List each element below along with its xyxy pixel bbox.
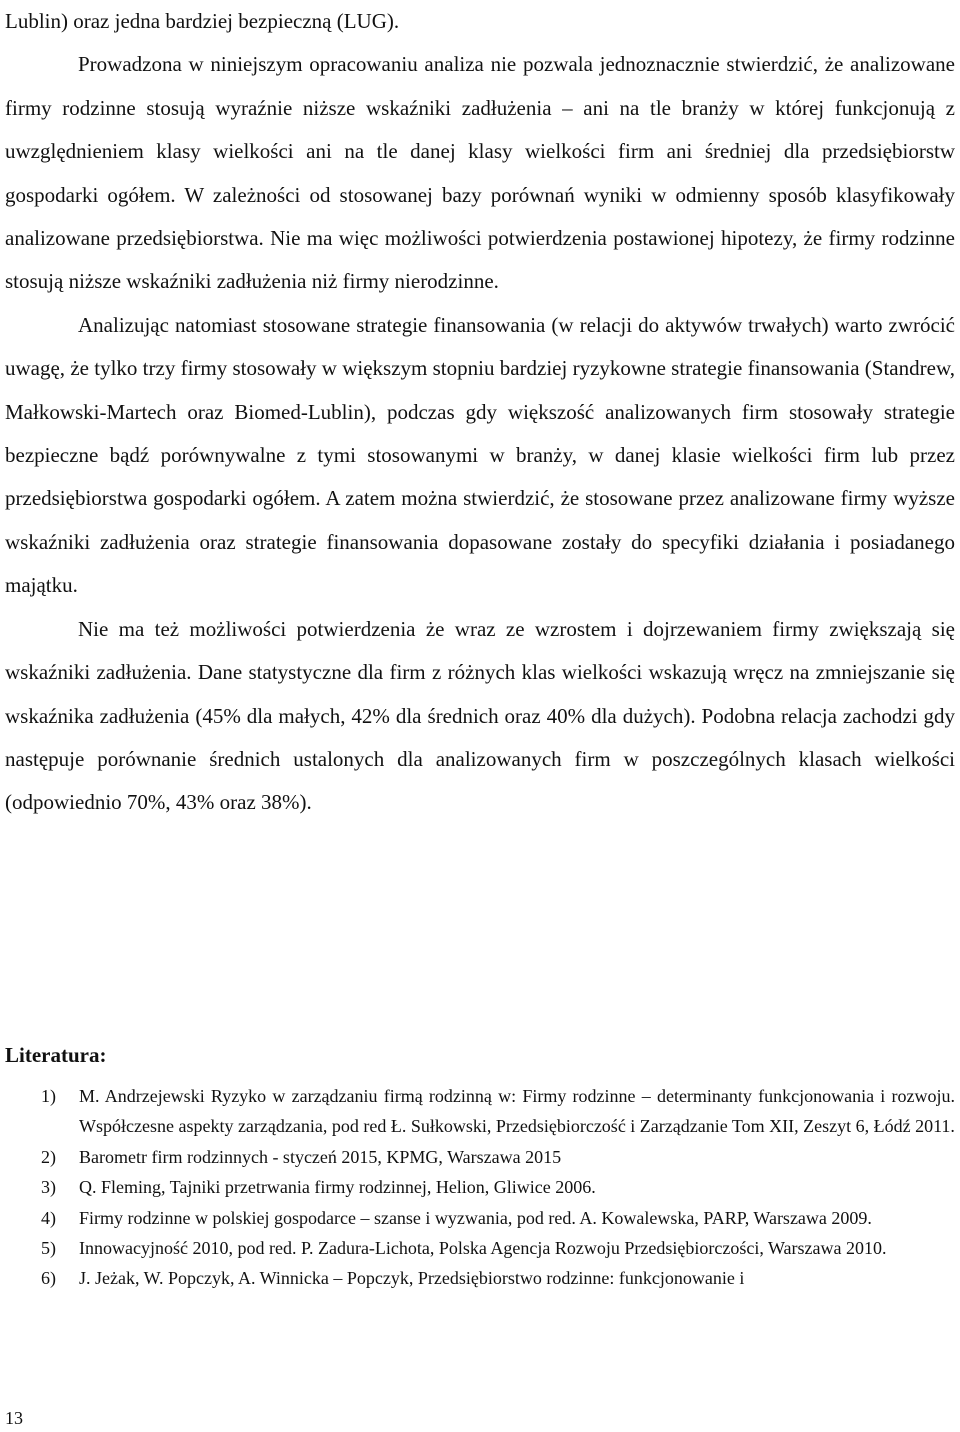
literature-item-number: 2): [41, 1146, 56, 1167]
literature-item: [5, 1233, 955, 1263]
page-number: 13: [5, 1408, 23, 1428]
literature-item-number: 1): [41, 1086, 56, 1106]
literature-item-number: 4): [41, 1207, 56, 1228]
literature-item-text: Barometr firm rodzinnych - styczeń 2015, KPMG, Warszawa 2015: [79, 1146, 562, 1167]
literature-item-text: Q. Fleming, Tajniki przetrwania firmy rodzinnej, Helion, Gliwice 2006.: [79, 1177, 596, 1198]
literature-item: [5, 1142, 955, 1172]
paragraph-debt-ratios: Nie ma też możliwości potwierdzenia że wraz ze wzrostem i dojrzewaniem firmy zwiększają się wskaźniki zadłużenia. Dane statystyczne dla firm z różnych klas wielkości wskazują wręcz na zmniejszanie się wskaźnika zadłużenia (45% dla małych, 42% dla średnich oraz 40% dla dużych). Podobna relacja zachodzi gdy następuje porównanie średnich ustalonych dla analizowanych firm w poszczególnych klasach wielkości (odpowiednio 70%, 43% oraz 38%).: [5, 616, 955, 815]
literature-list: [5, 1081, 955, 1294]
literature-item: [5, 1172, 955, 1202]
literature-heading: Literatura:: [5, 1043, 107, 1067]
literature-item-text: J. Jeżak, W. Popczyk, A. Winnicka – Popczyk, Przedsiębiorstwo rodzinne: funkcjonowanie i: [79, 1268, 745, 1289]
literature-item-text: Firmy rodzinne w polskiej gospodarce – szanse i wyzwania, pod red. A. Kowalewska, PARP, Warszawa 2009.: [79, 1207, 872, 1228]
literature-item: [5, 1263, 955, 1293]
literature-item: [5, 1081, 955, 1142]
paragraph-financing-strategies: Analizując natomiast stosowane strategie finansowania (w relacji do aktywów trwałych) warto zwrócić uwagę, że tylko trzy firmy stosowały w większym stopniu bardziej ryzykowne strategie finansowania (Standrew, Małkowski-Martech oraz Biomed-Lublin), podczas gdy większość analizowanych firm stosowały strategie bezpieczne bądź porównywalne z tymi stosowanymi w branży, w danej klasie wielkości firm lub przez przedsiębiorstwa gospodarki ogółem. A zatem można stwierdzić, że stosowane przez analizowane firmy wyższe wskaźniki zadłużenia oraz strategie finansowania dopasowane zostały do specyfiki działania i posiadanego majątku.: [5, 312, 955, 598]
document-body: [5, 0, 955, 825]
literature-item-number: 6): [41, 1268, 56, 1289]
literature-item-text: Innowacyjność 2010, pod red. P. Zadura-Lichota, Polska Agencja Rozwoju Przedsiębiorczości, Warszawa 2010.: [79, 1238, 887, 1259]
paragraph-continuation: Lublin) oraz jedna bardziej bezpieczną (LUG).: [5, 9, 400, 33]
literature-item-text: M. Andrzejewski Ryzyko w zarządzaniu firmą rodzinną w: Firmy rodzinne – determinanty funkcjonowania i rozwoju. Współczesne aspekty zarządzania, pod red Ł. Sułkowski, Przedsiębiorczość i Zarządzanie Tom XII, Zeszyt 6, Łódź 2011.: [79, 1086, 955, 1137]
literature-item: [5, 1203, 955, 1233]
literature-item-number: 5): [41, 1238, 56, 1259]
paragraph-analysis: Prowadzona w niniejszym opracowaniu analiza nie pozwala jednoznacznie stwierdzić, że analizowane firmy rodzinne stosują wyraźnie niższe wskaźniki zadłużenia – ani na tle branży w której funkcjonują z uwzględnieniem klasy wielkości ani na tle danej klasy wielkości firm ani średniej dla przedsiębiorstw gospodarki ogółem. W zależności od stosowanej bazy porównań wyniki w odmienny sposób klasyfikowały analizowane przedsiębiorstwa. Nie ma więc możliwości potwierdzenia postawionej hipotezy, że firmy rodzinne stosują niższe wskaźniki zadłużenia niż firmy nierodzinne.: [5, 52, 955, 294]
literature-item-number: 3): [41, 1177, 56, 1198]
